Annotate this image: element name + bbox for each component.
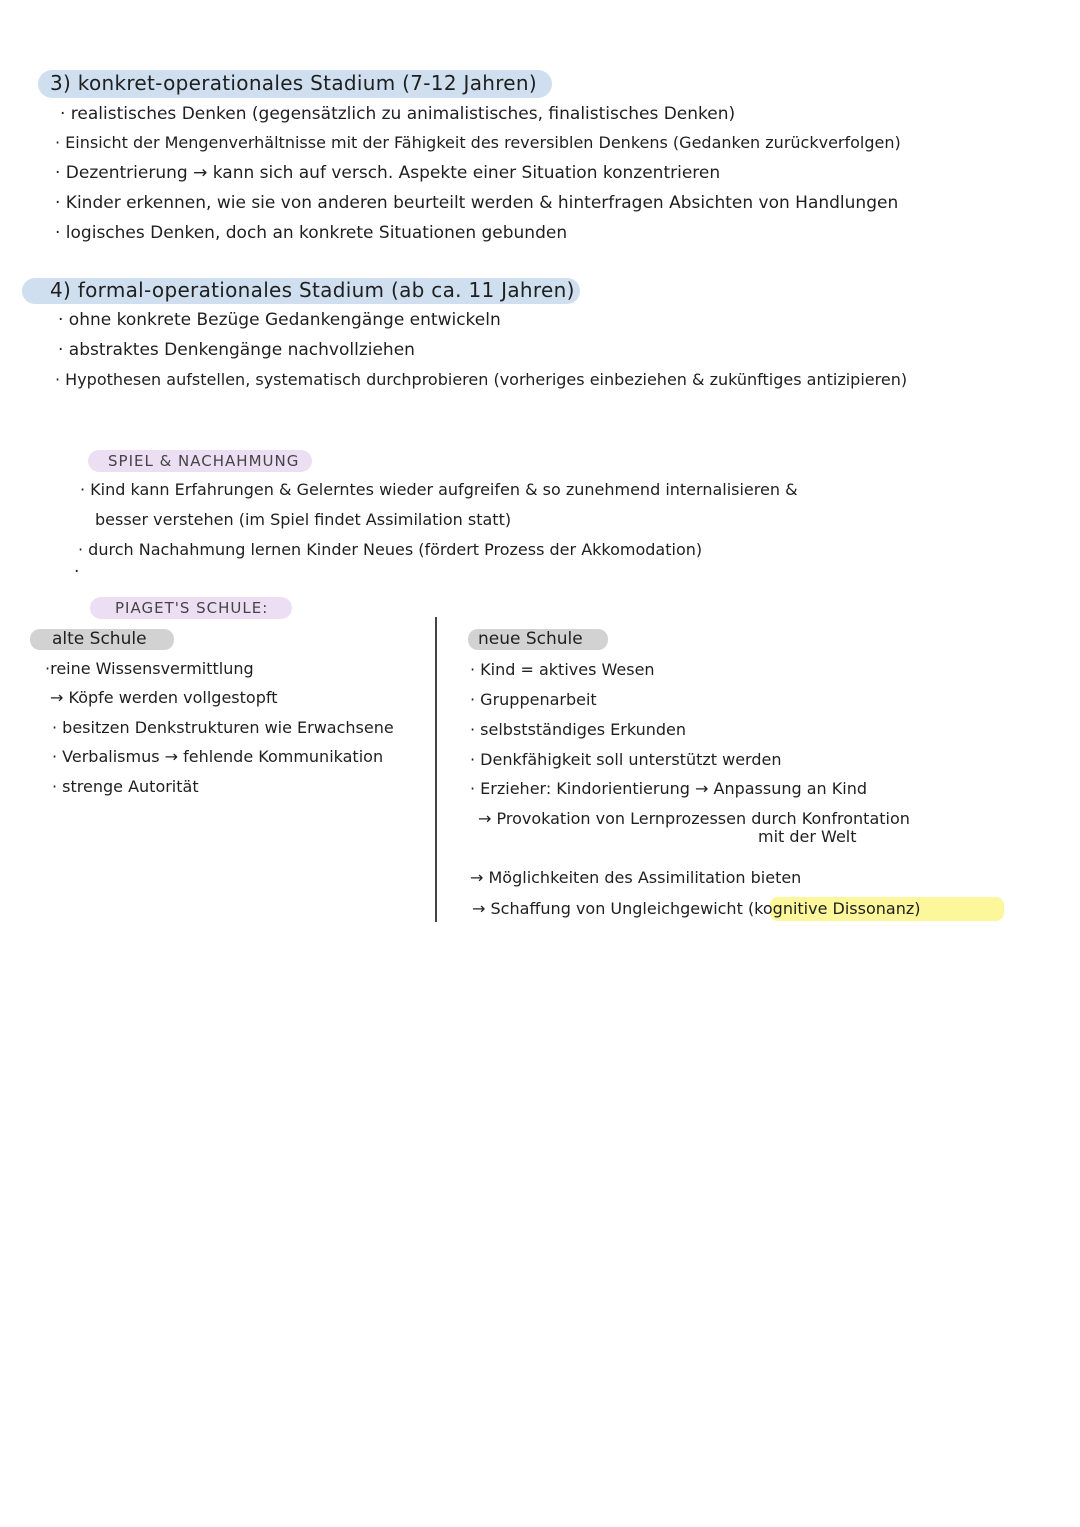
column-divider: [435, 617, 437, 922]
neue-schule-item-4: · Denkfähigkeit soll unterstützt werden: [470, 750, 782, 769]
stage4-bullet-3: · Hypothesen aufstellen, systematisch durchprobieren (vorheriges einbeziehen & zukünftiges antizipieren): [55, 370, 908, 389]
alte-schule-item-5: · strenge Autorität: [52, 777, 199, 796]
alte-schule-title: alte Schule: [52, 629, 147, 649]
neue-schule-item-7: → Möglichkeiten des Assimilitation bieten: [470, 868, 802, 887]
neue-schule-item-8: [472, 899, 920, 918]
neue-schule-item-5: · Erzieher: Kindorientierung → Anpassung an Kind: [470, 779, 867, 798]
alte-schule-item-1: ·reine Wissensvermittlung: [45, 659, 254, 678]
neue-schule-item-2: · Gruppenarbeit: [470, 690, 597, 709]
alte-schule-item-3: · besitzen Denkstrukturen wie Erwachsene: [52, 718, 394, 737]
kognitive-dissonanz-text: (kognitive Dissonanz): [747, 899, 921, 918]
stage3-bullet-5: · logisches Denken, doch an konkrete Situationen gebunden: [55, 223, 568, 243]
spiel-bullet-1: · Kind kann Erfahrungen & Gelerntes wieder aufgreifen & so zunehmend internalisieren &: [80, 480, 798, 499]
neue-schule-item-3: · selbstständiges Erkunden: [470, 720, 687, 739]
neue-schule-item-1: · Kind = aktives Wesen: [470, 660, 655, 679]
stage3-bullet-1: · realistisches Denken (gegensätzlich zu animalistisches, finalistisches Denken): [60, 104, 736, 124]
stage3-bullet-3: · Dezentrierung → kann sich auf versch. Aspekte einer Situation konzentrieren: [55, 163, 721, 183]
neue-schule-item-6-cont: mit der Welt: [758, 827, 857, 846]
spiel-empty-bullet: ·: [74, 562, 80, 582]
stage4-bullet-2: · abstraktes Denkengänge nachvollziehen: [58, 340, 415, 360]
spiel-bullet-2: · durch Nachahmung lernen Kinder Neues (fördert Prozess der Akkomodation): [78, 540, 703, 559]
stage4-heading: 4) formal-operationales Stadium (ab ca. 11 Jahren): [50, 278, 575, 302]
alte-schule-item-4: · Verbalismus → fehlende Kommunikation: [52, 747, 384, 766]
spiel-heading: SPIEL & NACHAHMUNG: [108, 452, 300, 470]
stage3-heading: 3) konkret-operationales Stadium (7-12 Jahren): [50, 71, 537, 95]
neue-schule-title: neue Schule: [478, 629, 583, 649]
schule-heading: PIAGET'S SCHULE:: [115, 599, 269, 617]
alte-schule-item-2: → Köpfe werden vollgestopft: [50, 688, 278, 707]
spiel-bullet-1-cont: besser verstehen (im Spiel findet Assimilation statt): [95, 510, 512, 529]
stage3-bullet-2: · Einsicht der Mengenverhältnisse mit der Fähigkeit des reversiblen Denkens (Gedanken zurückverfolgen): [55, 133, 901, 152]
stage4-bullet-1: · ohne konkrete Bezüge Gedankengänge entwickeln: [58, 310, 501, 330]
stage3-bullet-4: · Kinder erkennen, wie sie von anderen beurteilt werden & hinterfragen Absichten von Handlungen: [55, 193, 899, 213]
neue-schule-item-6: → Provokation von Lernprozessen durch Konfrontation: [478, 809, 910, 828]
ungleichgewicht-text: → Schaffung von Ungleichgewicht: [472, 899, 743, 918]
